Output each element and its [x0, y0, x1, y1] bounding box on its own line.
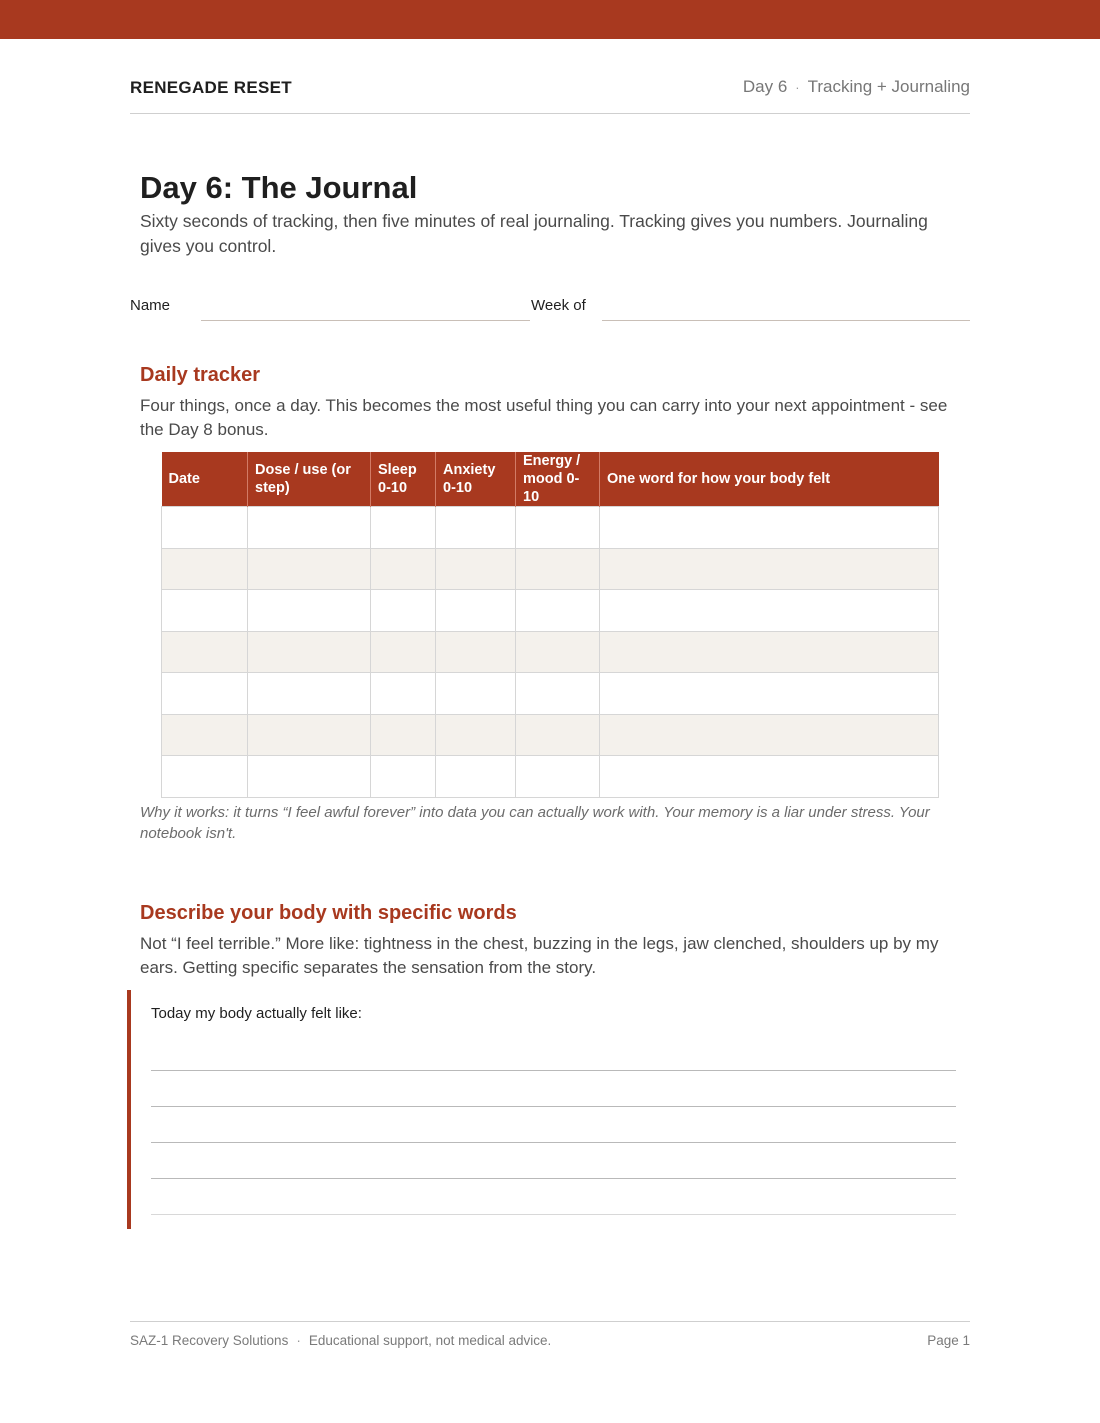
- table-cell[interactable]: [248, 673, 371, 715]
- daily-tracker-description: Four things, once a day. This becomes the most useful thing you can carry into your next appointment - see the Day 8 bonus.: [140, 396, 948, 439]
- page-footer: [130, 1321, 970, 1348]
- page-header: [130, 76, 970, 114]
- footer-left: [130, 1333, 551, 1348]
- table-cell[interactable]: [371, 507, 436, 549]
- footer-org: SAZ-1 Recovery Solutions: [130, 1333, 289, 1348]
- writing-line[interactable]: [151, 1214, 956, 1215]
- table-row: [162, 507, 939, 549]
- table-cell[interactable]: [516, 590, 600, 632]
- table-cell[interactable]: [248, 507, 371, 549]
- table-cell[interactable]: [600, 590, 939, 632]
- table-cell[interactable]: [162, 507, 248, 549]
- table-cell[interactable]: [516, 714, 600, 756]
- daily-tracker-table: [161, 452, 939, 798]
- name-field-line[interactable]: [201, 320, 530, 321]
- table-cell[interactable]: [436, 673, 516, 715]
- table-cell[interactable]: [162, 590, 248, 632]
- journal-entry-box: [127, 990, 957, 1229]
- body-section-heading: Describe your body with specific words: [140, 902, 517, 924]
- top-accent-bar: [0, 0, 1100, 39]
- table-cell[interactable]: [162, 714, 248, 756]
- intro-text: Sixty seconds of tracking, then five minutes of real journaling. Tracking gives you numbers. Journaling gives you control.: [140, 211, 928, 256]
- column-header-energy-mood: Energy / mood 0-10: [516, 452, 600, 507]
- daily-tracker-heading: Daily tracker: [140, 364, 261, 386]
- tracker-header-row: [162, 452, 939, 507]
- table-cell[interactable]: [516, 507, 600, 549]
- table-cell[interactable]: [516, 548, 600, 590]
- table-cell[interactable]: [600, 507, 939, 549]
- table-cell[interactable]: [436, 507, 516, 549]
- table-row: [162, 631, 939, 673]
- table-cell[interactable]: [248, 631, 371, 673]
- header-day: Day 6: [742, 77, 788, 96]
- table-cell[interactable]: [600, 756, 939, 798]
- why-it-works-note: Why it works: it turns “I feel awful forever” into data you can actually work with. Your memory is a liar under stress. Your notebook isn't.: [140, 804, 930, 842]
- table-row: [162, 714, 939, 756]
- table-row: [162, 590, 939, 632]
- writing-line[interactable]: [151, 1070, 956, 1071]
- column-header-sleep: Sleep 0-10: [371, 452, 436, 507]
- column-header-date: Date: [162, 452, 248, 507]
- table-row: [162, 673, 939, 715]
- table-cell[interactable]: [162, 673, 248, 715]
- table-cell[interactable]: [162, 756, 248, 798]
- week-of-field-line[interactable]: [602, 320, 970, 321]
- table-cell[interactable]: [371, 756, 436, 798]
- header-day-topic: [743, 77, 970, 97]
- table-cell[interactable]: [600, 548, 939, 590]
- writing-line[interactable]: [151, 1106, 956, 1107]
- table-cell[interactable]: [436, 714, 516, 756]
- header-separator: ·: [795, 80, 800, 95]
- table-cell[interactable]: [436, 590, 516, 632]
- table-cell[interactable]: [248, 590, 371, 632]
- journal-prompt: Today my body actually felt like:: [151, 1005, 362, 1022]
- table-cell[interactable]: [436, 631, 516, 673]
- table-cell[interactable]: [436, 756, 516, 798]
- table-cell[interactable]: [371, 590, 436, 632]
- table-cell[interactable]: [248, 714, 371, 756]
- footer-separator: ·: [296, 1333, 301, 1348]
- body-section-description: Not “I feel terrible.” More like: tightness in the chest, buzzing in the legs, jaw clenched, shoulders up by my ears. Getting specific separates the sensation from the story.: [140, 934, 939, 977]
- footer-disclaimer: Educational support, not medical advice.: [308, 1333, 552, 1348]
- table-row: [162, 548, 939, 590]
- week-of-label: Week of: [531, 297, 586, 314]
- column-header-dose: Dose / use (or step): [248, 452, 371, 507]
- column-header-anxiety: Anxiety 0-10: [436, 452, 516, 507]
- table-cell[interactable]: [516, 673, 600, 715]
- table-cell[interactable]: [371, 631, 436, 673]
- table-cell[interactable]: [162, 631, 248, 673]
- table-cell[interactable]: [600, 714, 939, 756]
- table-cell[interactable]: [516, 756, 600, 798]
- table-cell[interactable]: [371, 673, 436, 715]
- writing-line[interactable]: [151, 1178, 956, 1179]
- brand-name: RENEGADE RESET: [130, 78, 292, 97]
- table-cell[interactable]: [600, 631, 939, 673]
- name-label: Name: [130, 297, 171, 314]
- table-cell[interactable]: [371, 714, 436, 756]
- table-cell[interactable]: [436, 548, 516, 590]
- column-header-body-word: One word for how your body felt: [600, 452, 939, 507]
- table-cell[interactable]: [371, 548, 436, 590]
- page-number: Page 1: [927, 1333, 970, 1348]
- table-cell[interactable]: [516, 631, 600, 673]
- table-row: [162, 756, 939, 798]
- table-cell[interactable]: [248, 548, 371, 590]
- header-topic: Tracking + Journaling: [807, 77, 970, 96]
- page-title: Day 6: The Journal: [140, 170, 418, 205]
- table-cell[interactable]: [248, 756, 371, 798]
- table-cell[interactable]: [600, 673, 939, 715]
- table-cell[interactable]: [162, 548, 248, 590]
- writing-line[interactable]: [151, 1142, 956, 1143]
